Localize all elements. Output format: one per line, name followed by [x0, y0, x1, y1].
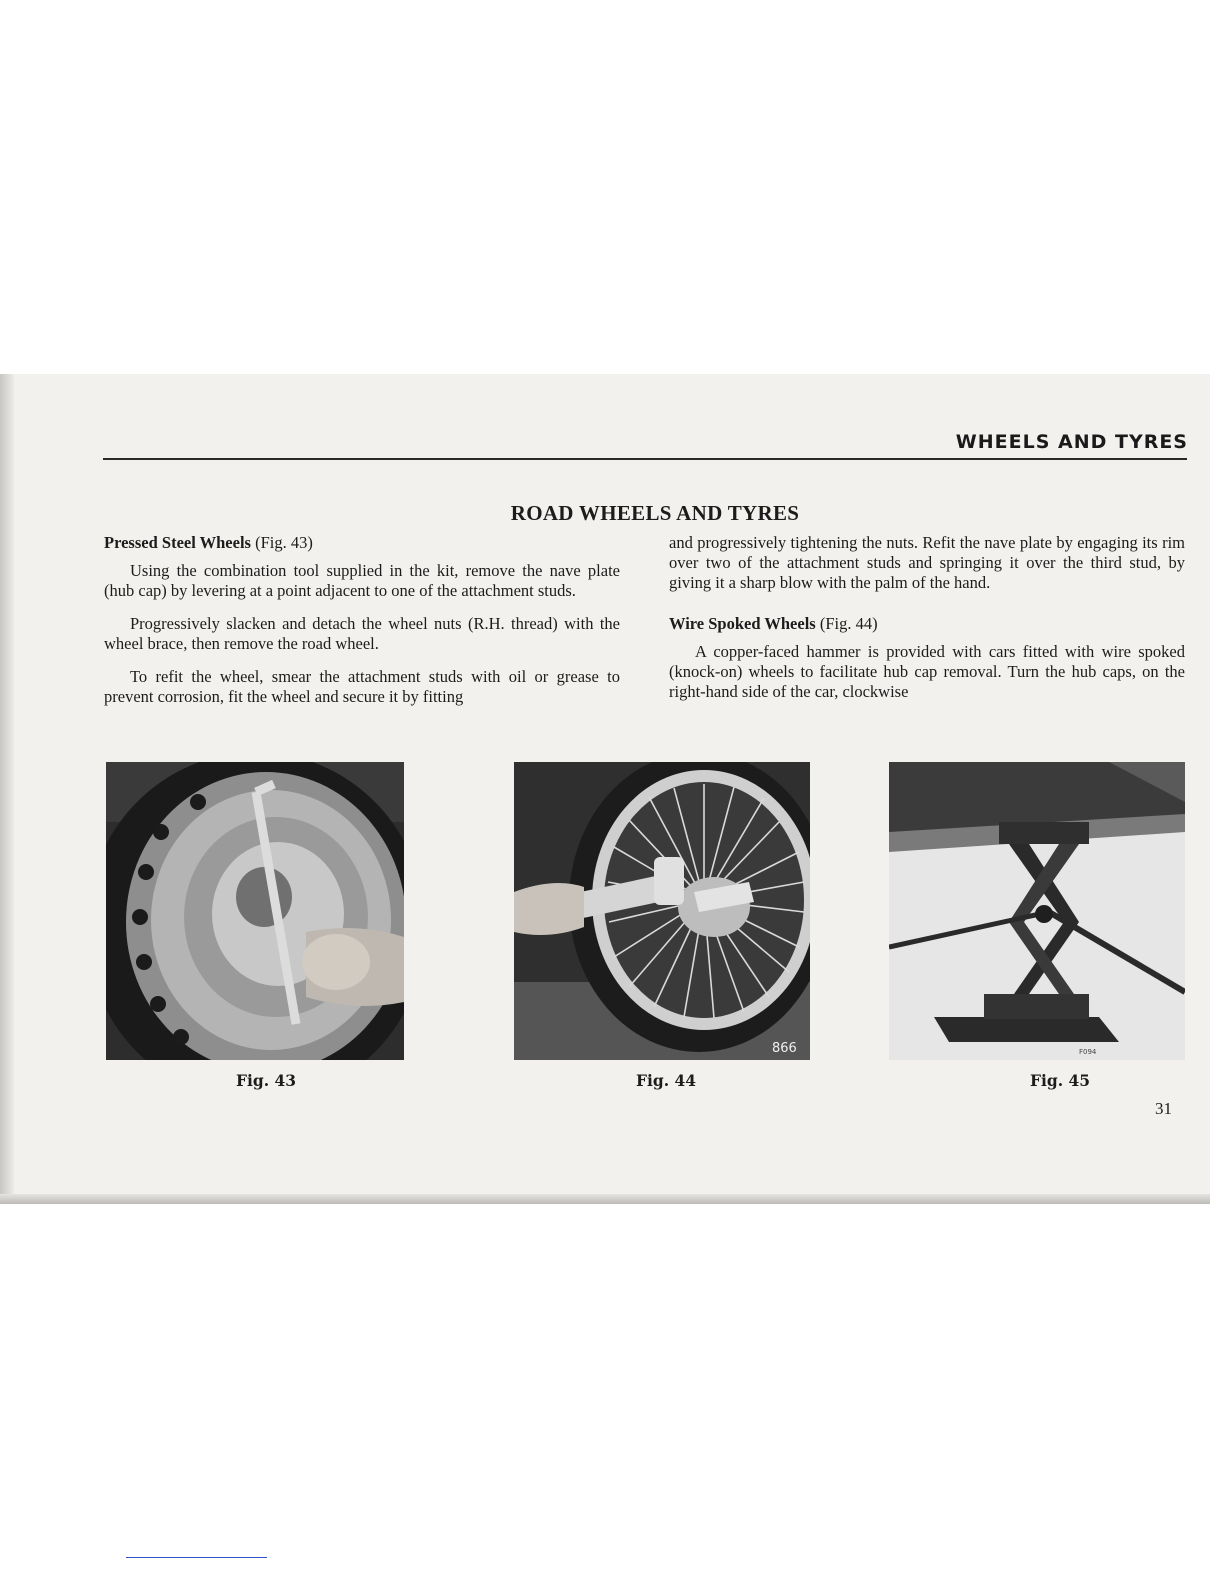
page-number: 31 — [1155, 1099, 1172, 1118]
manual-page — [0, 374, 1210, 1204]
figure-reference: (Fig. 44) — [819, 614, 878, 633]
figure-caption: Fig. 45 — [1030, 1071, 1091, 1090]
figure-caption: Fig. 43 — [236, 1071, 297, 1090]
header-rule — [103, 458, 1187, 460]
footer-link-underline — [126, 1557, 267, 1558]
pressed-steel-wheel-photo — [106, 762, 404, 1060]
scissor-jack-photo — [889, 762, 1185, 1060]
paragraph: Progressively slacken and detach the wheel nuts (R.H. thread) with the wheel brace, then remove the road wheel. — [104, 614, 620, 653]
heading-bold-text: Wire Spoked Wheels — [669, 614, 816, 633]
figure-caption: Fig. 44 — [636, 1071, 697, 1090]
page-spine-shadow — [0, 374, 14, 1204]
figure-reference: (Fig. 43) — [255, 533, 313, 552]
wire-spoked-wheel-photo — [514, 762, 810, 1060]
plate-code: 866 — [772, 1041, 797, 1056]
page-title: ROAD WHEELS AND TYRES — [510, 501, 800, 525]
plate-code: F094 — [1079, 1048, 1097, 1056]
section-header: WHEELS AND TYRES — [955, 431, 1188, 453]
continued-paragraph: and progressively tightening the nuts. Refit the nave plate by engaging its rim over two of the attachment studs and springing it over the third stud, by giving it a sharp blow with the palm of the hand. — [669, 533, 1185, 592]
left-column — [104, 533, 620, 720]
paragraph: To refit the wheel, smear the attachment studs with oil or grease to prevent corrosion, fit the wheel and secure it by fitting — [104, 667, 620, 706]
page-bottom-edge — [0, 1194, 1210, 1204]
right-column — [669, 533, 1185, 715]
pressed-steel-wheels-heading — [104, 533, 620, 553]
heading-bold-text: Pressed Steel Wheels — [104, 533, 251, 552]
paragraph: A copper-faced hammer is provided with cars fitted with wire spoked (knock-on) wheels to facilitate hub cap removal. Turn the hub caps, on the right-hand side of the car, clockwise — [669, 642, 1185, 701]
paragraph: Using the combination tool supplied in the kit, remove the nave plate (hub cap) by levering at a point adjacent to one of the attachment studs. — [104, 561, 620, 600]
wire-spoked-wheels-heading — [669, 614, 1185, 634]
